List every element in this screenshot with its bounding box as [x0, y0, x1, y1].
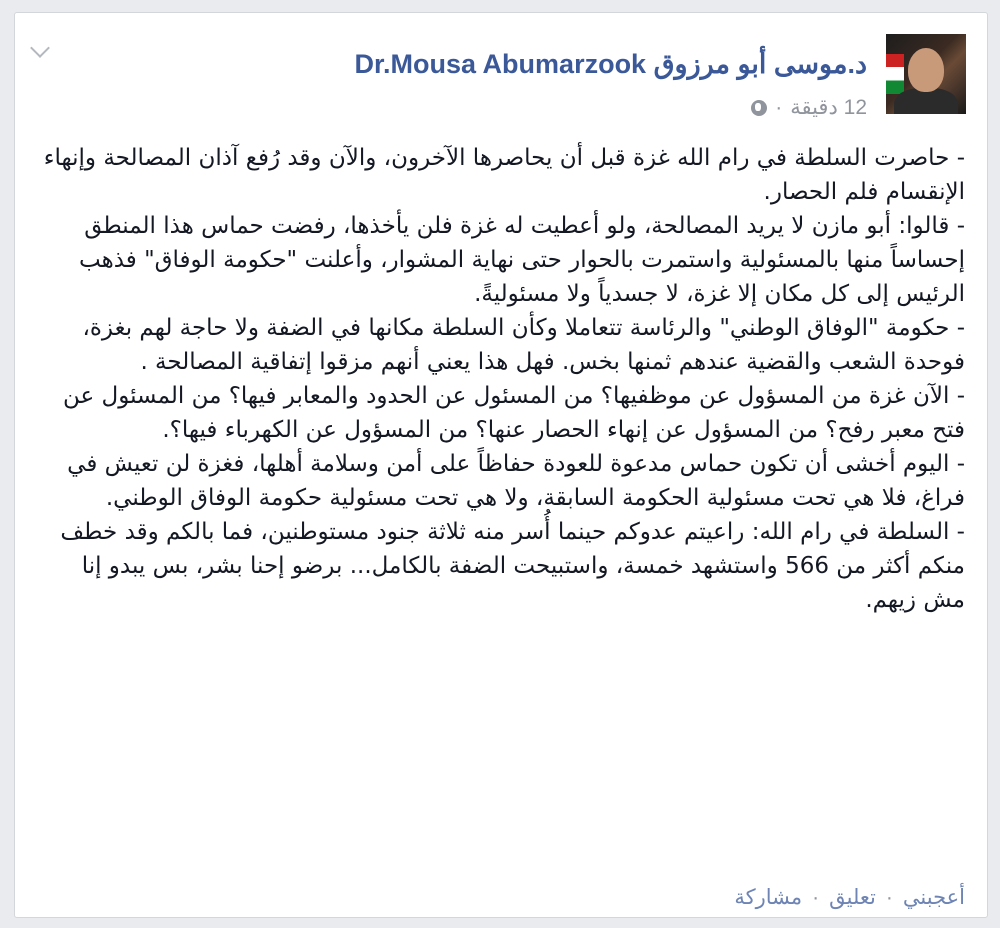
globe-icon[interactable]: [751, 100, 767, 116]
flag-graphic: [886, 54, 904, 94]
chevron-down-icon[interactable]: [30, 38, 50, 58]
comment-link[interactable]: تعليق: [829, 886, 876, 909]
share-link[interactable]: مشاركة: [734, 886, 803, 909]
author-name-link[interactable]: Dr.Mousa Abumarzook د.موسى أبو مرزوق: [354, 49, 867, 79]
post-paragraph: - حاصرت السلطة في رام الله غزة قبل أن يحاصرها الآخرون، والآن وقد رُفع آذان المصالحة وإنهاء الإنقسام فلم الحصار.: [43, 145, 965, 205]
post-paragraph: - حكومة "الوفاق الوطني" والرئاسة تتعاملا وكأن السلطة مكانها في الضفة ولا حاجة لهم بغزة، فوحدة الشعب والقضية عندهم ثمنها بخس. فهل هذا يعني أنهم مزقوا إتفاقية المصالحة .: [82, 315, 965, 375]
timestamp-link[interactable]: 12 دقيقة: [790, 96, 867, 119]
meta-separator: ·: [775, 95, 783, 119]
action-separator: ·: [812, 885, 820, 909]
post-paragraph: - قالوا: أبو مازن لا يريد المصالحة، ولو أعطيت له غزة فلن يأخذها، رفضت حماس هذا المنطق إحساساً منها بالمسئولية واستمرت بالحوار حتى نهاية المشوار، وأعلنت "حكومة الوفاق" فذهب الرئيس إلى كل مكان إلا غزة، لا جسدياً ولا مسئوليةً.: [79, 213, 965, 307]
post-actions: [734, 885, 965, 910]
like-link[interactable]: أعجبني: [902, 886, 965, 909]
post-paragraph: - اليوم أخشى أن تكون حماس مدعوة للعودة حفاظاً على أمن وسلامة أهلها، فغزة لن تعيش في فراغ، فلا هي تحت مسئولية الحكومة السابقة، ولا هي تحت مسئولية حكومة الوفاق الوطني.: [67, 451, 965, 511]
post-paragraph: - الآن غزة من المسؤول عن موظفيها؟ من المسئول عن الحدود والمعابر فيها؟ من المسئول عن فتح معبر رفح؟ من المسؤول عن إنهاء الحصار عنها؟ من المسؤول عن الكهرباء فيها؟.: [62, 383, 965, 443]
post-paragraph: - السلطة في رام الله: راعيتم عدوكم حينما أُسر منه ثلاثة جنود مستوطنين، فما بالكم وقد خطف منكم أكثر من 566 واستشهد خمسة، واستبيحت الضفة بالكامل... برضو إحنا بشر، بس يبدو إنا مش زيهم.: [60, 519, 965, 613]
action-separator: ·: [885, 885, 893, 909]
post-body: [35, 141, 965, 617]
post-meta: [751, 95, 867, 120]
avatar[interactable]: [886, 34, 966, 114]
post-card: [14, 12, 988, 918]
avatar-face-shape: [908, 48, 944, 92]
